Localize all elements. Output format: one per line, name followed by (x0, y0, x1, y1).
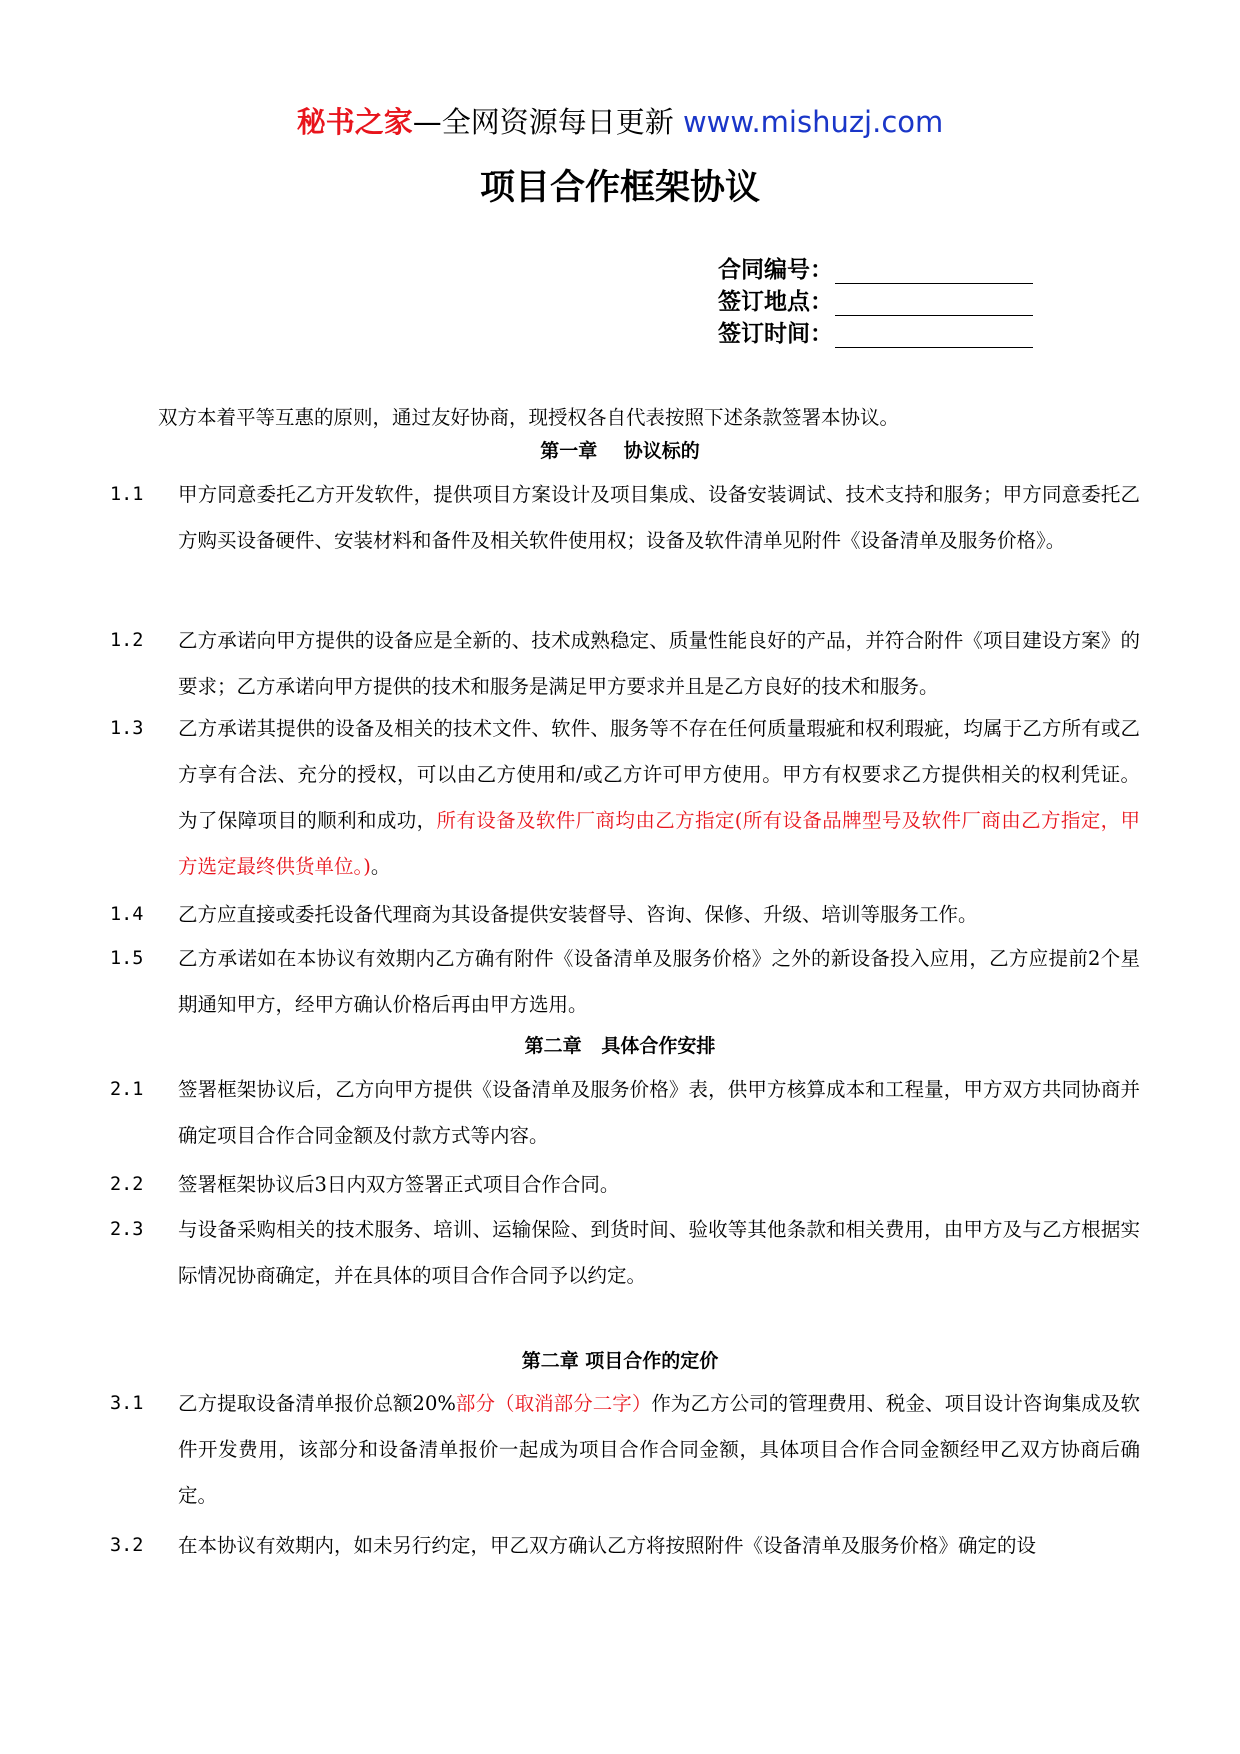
contract-number-field[interactable] (835, 257, 1033, 284)
clause-number: 1.5 (110, 948, 144, 969)
clause-text: 签署框架协议后3日内双方签署正式项目合作合同。 (178, 1173, 620, 1196)
chapter-2-heading: 第二章 具体合作安排 (524, 1035, 716, 1057)
clause-text: 与设备采购相关的技术服务、培训、运输保险、到货时间、验收等其他条款和相关费用，由甲方及与乙方根据实际情况协商确定，并在具体的项目合作合同予以约定。 (178, 1218, 1140, 1287)
clause-number: 2.2 (110, 1174, 144, 1195)
sign-place-label: 签订地点： (718, 289, 833, 315)
document-title: 项目合作框架协议 (479, 168, 760, 208)
clause-number: 2.3 (110, 1219, 144, 1240)
contract-number-row (718, 252, 1058, 284)
sign-time-field[interactable] (835, 321, 1033, 348)
site-banner (0, 100, 1240, 144)
clause-text: 乙方承诺如在本协议有效期内乙方确有附件《设备清单及服务价格》之外的新设备投入应用，乙方应提前2个星期通知甲方，经甲方确认价格后再由甲方选用。 (178, 947, 1140, 1016)
clause-text-part: 乙方提取设备清单报价总额20% (178, 1392, 456, 1415)
contract-number-label: 合同编号： (718, 257, 833, 283)
clause-number: 3.1 (110, 1393, 144, 1414)
chapter-1-heading: 第一章 协议标的 (540, 440, 700, 462)
clause-text (178, 706, 1140, 890)
clause-text: 在本协议有效期内，如未另行约定，甲乙双方确认乙方将按照附件《设备清单及服务价格》确定的设 (178, 1534, 1037, 1557)
clause-highlight: 部分（取消部分二字） (455, 1392, 652, 1415)
clause-text (178, 1381, 1140, 1519)
clause-number: 1.1 (110, 484, 144, 505)
sign-time-row (718, 316, 1058, 348)
clause-text-part: 。 (370, 855, 391, 878)
sign-place-field[interactable] (835, 289, 1033, 316)
clause-number: 1.4 (110, 904, 144, 925)
clause-text-part: 乙方承诺其提供的设备及相关的技术文件、软件、服务等不存在任何质量瑕疵和权利瑕疵，均属于乙方所有或乙方享有合法、充分的授权，可以由乙方使用和/或乙方许可甲方使用。甲方有权要求乙方提供相关的权利凭证。为了保障项目的顺利和成功， (178, 717, 1140, 832)
sign-time-label: 签订时间： (718, 321, 833, 347)
clause-text: 乙方应直接或委托设备代理商为其设备提供安装督导、咨询、保修、升级、培训等服务工作。 (178, 903, 978, 926)
clause-text: 乙方承诺向甲方提供的设备应是全新的、技术成熟稳定、质量性能良好的产品，并符合附件《项目建设方案》的要求；乙方承诺向甲方提供的技术和服务是满足甲方要求并且是乙方良好的技术和服务。 (178, 629, 1140, 698)
clause-text: 甲方同意委托乙方开发软件，提供项目方案设计及项目集成、设备安装调试、技术支持和服务；甲方同意委托乙方购买设备硬件、安装材料和备件及相关软件使用权；设备及软件清单见附件《设备清单及服务价格》。 (178, 483, 1140, 552)
clause-text-part: 作为乙方公司的管理费用、税金、项目设计咨询集成及软件开发费用，该部分和设备清单报价一起成为项目合作合同金额，具体项目合作合同金额经甲乙双方协商后确定。 (178, 1392, 1140, 1507)
banner-brand: 秘书之家 (296, 105, 413, 139)
clause-highlight: 所有设备及软件厂商均由乙方指定(所有设备品牌型号及软件厂商由乙方指定，甲方选定最终供货单位。) (178, 809, 1140, 878)
banner-slogan: —全网资源每日更新 (412, 105, 674, 139)
clause-text: 签署框架协议后，乙方向甲方提供《设备清单及服务价格》表，供甲方核算成本和工程量，甲方双方共同协商并确定项目合作合同金额及付款方式等内容。 (178, 1078, 1140, 1147)
clause-number: 2.1 (110, 1079, 144, 1100)
sign-place-row (718, 284, 1058, 316)
intro-paragraph: 双方本着平等互惠的原则，通过友好协商，现授权各自代表按照下述条款签署本协议。 (158, 406, 900, 429)
contract-meta (718, 252, 1058, 348)
clause-number: 3.2 (110, 1535, 144, 1556)
clause-number: 1.2 (110, 630, 144, 651)
banner-url[interactable]: www.mishuzj.com (682, 105, 944, 139)
chapter-3-heading: 第二章 项目合作的定价 (521, 1350, 719, 1372)
clause-number: 1.3 (110, 718, 144, 739)
